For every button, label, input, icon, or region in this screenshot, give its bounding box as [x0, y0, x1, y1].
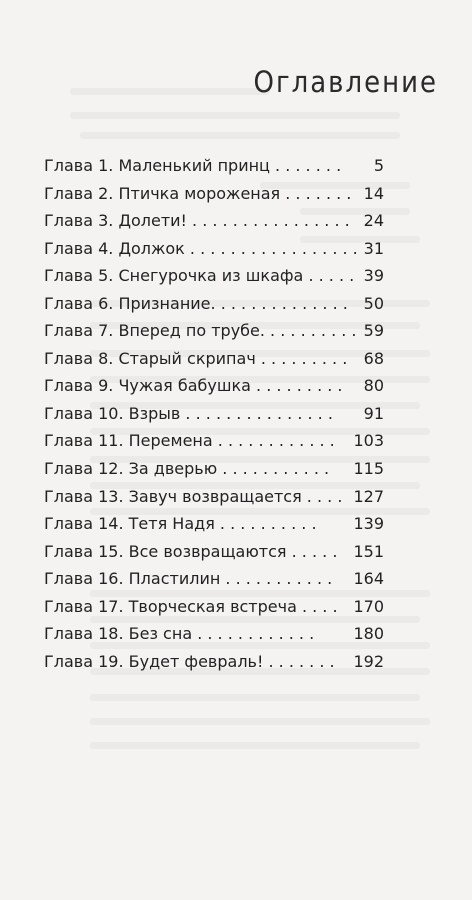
toc-entry — [44, 152, 384, 180]
toc-entry-page: 50 — [363, 293, 384, 313]
toc-entry-label: Глава 11. Перемена . . . . . . . . . . . . — [44, 431, 335, 451]
toc-entry-page: 68 — [363, 348, 384, 368]
toc-entry-page: 115 — [353, 459, 384, 479]
toc-entry-page: 24 — [363, 211, 384, 231]
toc-entry-page: 59 — [363, 321, 384, 341]
toc-entry — [44, 400, 384, 428]
toc-entry — [44, 427, 384, 455]
toc-entry-label: Глава 8. Старый скрипач . . . . . . . . . — [44, 348, 348, 368]
toc-entry — [44, 455, 384, 483]
toc-entry — [44, 593, 384, 621]
toc-entry-label: Глава 5. Снегурочка из шкафа . . . . . — [44, 266, 355, 286]
toc-entry — [44, 483, 384, 511]
toc-entry-page: 80 — [363, 376, 384, 396]
toc-entry-label: Глава 19. Будет февраль! . . . . . . . — [44, 651, 335, 671]
toc-entry — [44, 372, 384, 400]
toc-entry-page: 127 — [353, 486, 384, 506]
toc-entry-label: Глава 9. Чужая бабушка . . . . . . . . . — [44, 376, 343, 396]
toc-entry-label: Глава 2. Птичка мороженая . . . . . . . — [44, 183, 352, 203]
toc-entry — [44, 345, 384, 373]
toc-entry-page: 91 — [363, 403, 384, 423]
toc-entry — [44, 565, 384, 593]
toc-entry-label: Глава 12. За дверью . . . . . . . . . . . — [44, 459, 330, 479]
toc-entry-page: 170 — [353, 596, 384, 616]
toc-entry — [44, 648, 384, 676]
toc-entry-label: Глава 15. Все возвращаются . . . . . — [44, 541, 338, 561]
toc-entry — [44, 235, 384, 263]
toc-entry — [44, 620, 384, 648]
toc-entry-page: 192 — [353, 651, 384, 671]
toc-entry — [44, 262, 384, 290]
toc-entry-page: 14 — [363, 183, 384, 203]
toc-entry — [44, 180, 384, 208]
toc-entry — [44, 290, 384, 318]
toc-entry-page: 151 — [353, 541, 384, 561]
toc-entry-label: Глава 6. Признание. . . . . . . . . . . . . . — [44, 293, 348, 313]
toc-entry-page: 5 — [373, 156, 384, 175]
toc-entry-page: 139 — [353, 514, 384, 534]
toc-entry-label: Глава 16. Пластилин . . . . . . . . . . . — [44, 569, 333, 589]
toc-entry — [44, 207, 384, 235]
toc-entry-label: Глава 14. Тетя Надя . . . . . . . . . . — [44, 514, 317, 534]
toc-entry-label: Глава 7. Вперед по трубе. . . . . . . . . . — [44, 321, 357, 341]
toc-entry-label: Глава 13. Завуч возвращается . . . . — [44, 486, 343, 506]
toc-entry-label: Глава 17. Творческая встреча . . . . — [44, 596, 338, 616]
page-title: Оглавление — [253, 66, 438, 100]
toc-entry-page: 180 — [353, 624, 384, 644]
toc-entry — [44, 538, 384, 566]
toc-entry-page: 31 — [363, 238, 384, 258]
toc-entry — [44, 510, 384, 538]
toc-entry-page: 39 — [363, 266, 384, 286]
toc-entry-label: Глава 4. Должок . . . . . . . . . . . . . . . . . — [44, 238, 358, 258]
toc-entry-label: Глава 10. Взрыв . . . . . . . . . . . . . . . — [44, 403, 333, 423]
table-of-contents — [44, 152, 384, 675]
toc-entry-label: Глава 18. Без сна . . . . . . . . . . . . — [44, 624, 315, 644]
toc-entry — [44, 317, 384, 345]
toc-entry-page: 164 — [353, 569, 384, 589]
toc-entry-label: Глава 1. Маленький принц . . . . . . . — [44, 156, 342, 175]
toc-entry-page: 103 — [353, 431, 384, 451]
toc-entry-label: Глава 3. Долети! . . . . . . . . . . . . . . . . — [44, 211, 350, 231]
